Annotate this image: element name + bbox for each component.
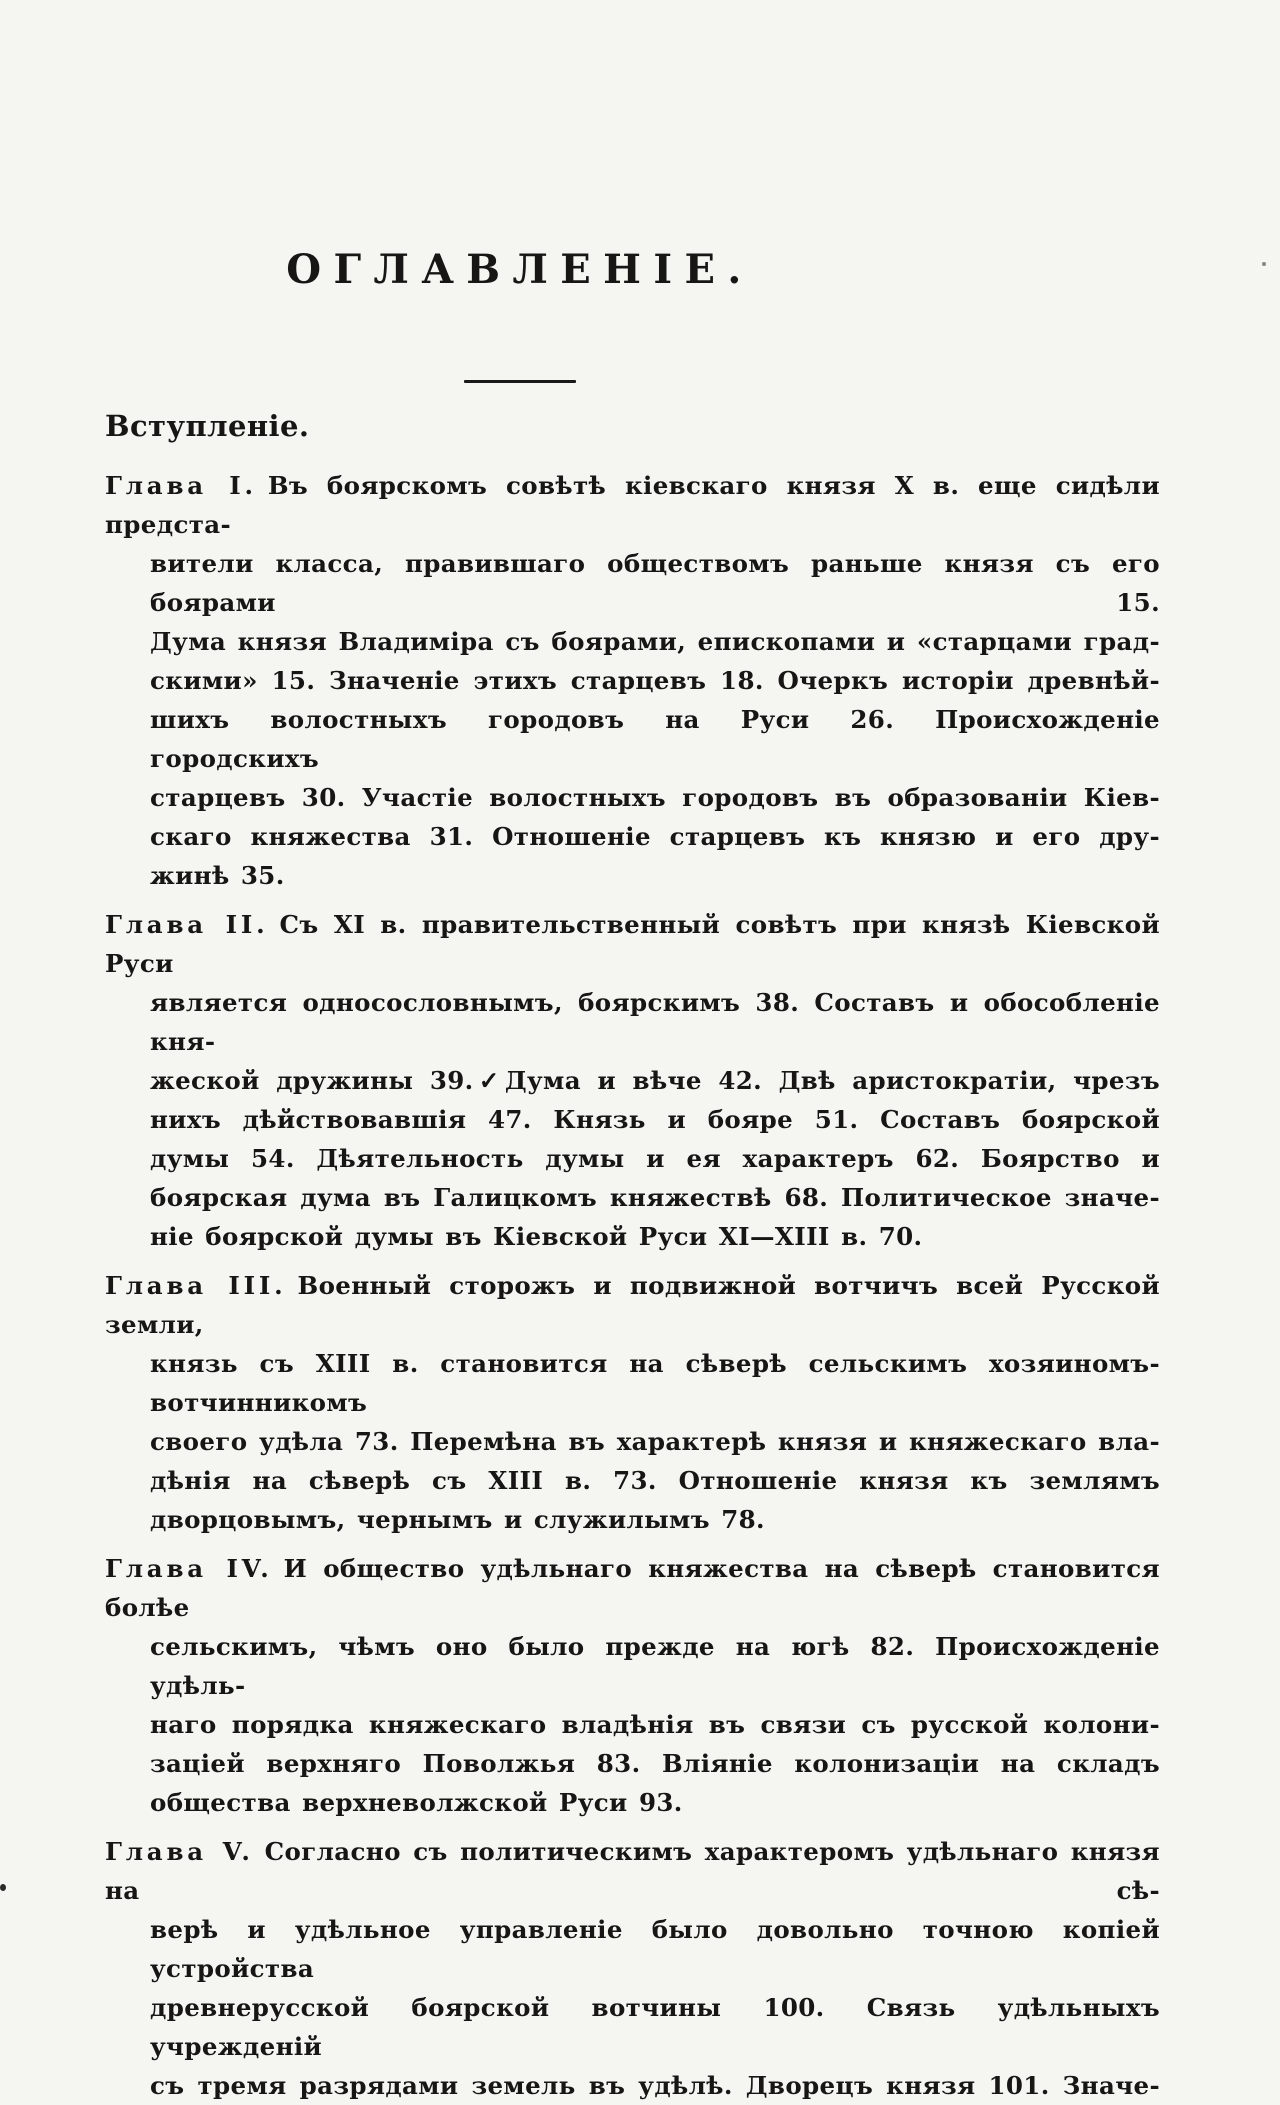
table-of-contents: [105, 466, 1160, 2105]
toc-line: шихъ волостныхъ городовъ на Руси 26. Происхожденіе городскихъ: [150, 705, 1160, 773]
toc-line: [105, 1832, 1160, 1910]
toc-line: Дума князя Владиміра съ боярами, епископами и «старцами град-: [150, 627, 1160, 656]
toc-line: [105, 466, 1160, 544]
toc-line: наго порядка княжескаго владѣнія въ связи съ русской колони-: [150, 1710, 1160, 1739]
toc-line: вители класса, правившаго обществомъ раньше князя съ его боярами 15.: [150, 549, 1160, 617]
toc-line: князь съ XIII в. становится на сѣверѣ сельскимъ хозяиномъ-вотчинникомъ: [150, 1349, 1160, 1417]
toc-line: [105, 1549, 1160, 1627]
toc-line-text: Съ XI в. правительственный совѣтъ при князѣ Кіевской Руси: [105, 910, 1160, 978]
toc-line: скаго княжества 31. Отношеніе старцевъ къ князю и его дру-: [150, 822, 1160, 851]
chapter-label: Глава V.: [105, 1837, 254, 1866]
page-title: ОГЛАВЛЕНІЕ.: [286, 246, 754, 293]
chapter-label: Глава I.: [105, 471, 257, 500]
toc-line-text: Въ боярскомъ совѣтѣ кіевскаго князя X в. еще сидѣли предста-: [105, 471, 1160, 539]
chapter-block-5: [105, 1832, 1160, 2105]
toc-line: дѣнія на сѣверѣ съ XIII в. 73. Отношеніе князя къ землямъ: [150, 1466, 1160, 1495]
toc-line: древнерусской боярской вотчины 100. Связь удѣльныхъ учрежденій: [150, 1993, 1160, 2061]
toc-line: жинѣ 35.: [150, 861, 285, 890]
toc-line: [105, 1266, 1160, 1344]
title-block: [105, 244, 935, 383]
toc-line: съ тремя разрядами земель въ удѣлѣ. Дворецъ князя 101. Значе-: [150, 2071, 1160, 2100]
toc-line: [105, 905, 1160, 983]
toc-line-text: И общество удѣльнаго княжества на сѣверѣ становится болѣе: [105, 1554, 1160, 1622]
scan-speck: [0, 1884, 6, 1891]
toc-line: верѣ и удѣльное управленіе было довольно точною копіей устройства: [150, 1915, 1160, 1983]
chapter-block-3: [105, 1266, 1160, 1539]
toc-line: скими» 15. Значеніе этихъ старцевъ 18. Очеркъ исторіи древнѣй-: [150, 666, 1160, 695]
toc-line: своего удѣла 73. Перемѣна въ характерѣ князя и княжескаго вла-: [150, 1427, 1160, 1456]
toc-line: старцевъ 30. Участіе волостныхъ городовъ въ образованіи Кіев-: [150, 783, 1160, 812]
toc-line: сельскимъ, чѣмъ оно было прежде на югѣ 82. Происхожденіе удѣль-: [150, 1632, 1160, 1700]
toc-line: боярская дума въ Галицкомъ княжествѣ 68. Политическое значе-: [150, 1183, 1160, 1212]
chapter-label: Глава II.: [105, 910, 269, 939]
toc-line: жеской дружины 39.✓Дума и вѣче 42. Двѣ аристократіи, чрезъ: [150, 1066, 1160, 1095]
toc-line: думы 54. Дѣятельность думы и ея характеръ 62. Боярство и: [150, 1144, 1160, 1173]
toc-line: нихъ дѣйствовавшія 47. Князь и бояре 51. Составъ боярской: [150, 1105, 1160, 1134]
chapter-label: Глава IV.: [105, 1554, 273, 1583]
chapter-label: Глава III.: [105, 1271, 287, 1300]
scan-speck: [1262, 262, 1266, 266]
toc-line: ніе боярской думы въ Кіевской Руси XI—XIII в. 70.: [150, 1222, 923, 1251]
toc-line: является односословнымъ, боярскимъ 38. Составъ и обособленіе кня-: [150, 988, 1160, 1056]
toc-line: заціей верхняго Поволжья 83. Вліяніе колонизаціи на складъ: [150, 1749, 1160, 1778]
chapter-block-4: [105, 1549, 1160, 1822]
toc-line-text: Военный сторожъ и подвижной вотчичъ всей Русской земли,: [105, 1271, 1160, 1339]
intro-heading: Вступленіе.: [105, 409, 310, 443]
toc-line: общества верхневолжской Руси 93.: [150, 1788, 683, 1817]
toc-line-text: Согласно съ политическимъ характеромъ удѣльнаго князя на сѣ-: [105, 1837, 1161, 1905]
title-divider-rule: [464, 380, 576, 383]
chapter-block-1: [105, 466, 1160, 895]
chapter-block-2: [105, 905, 1160, 1256]
toc-line: дворцовымъ, чернымъ и служилымъ 78.: [150, 1505, 765, 1534]
